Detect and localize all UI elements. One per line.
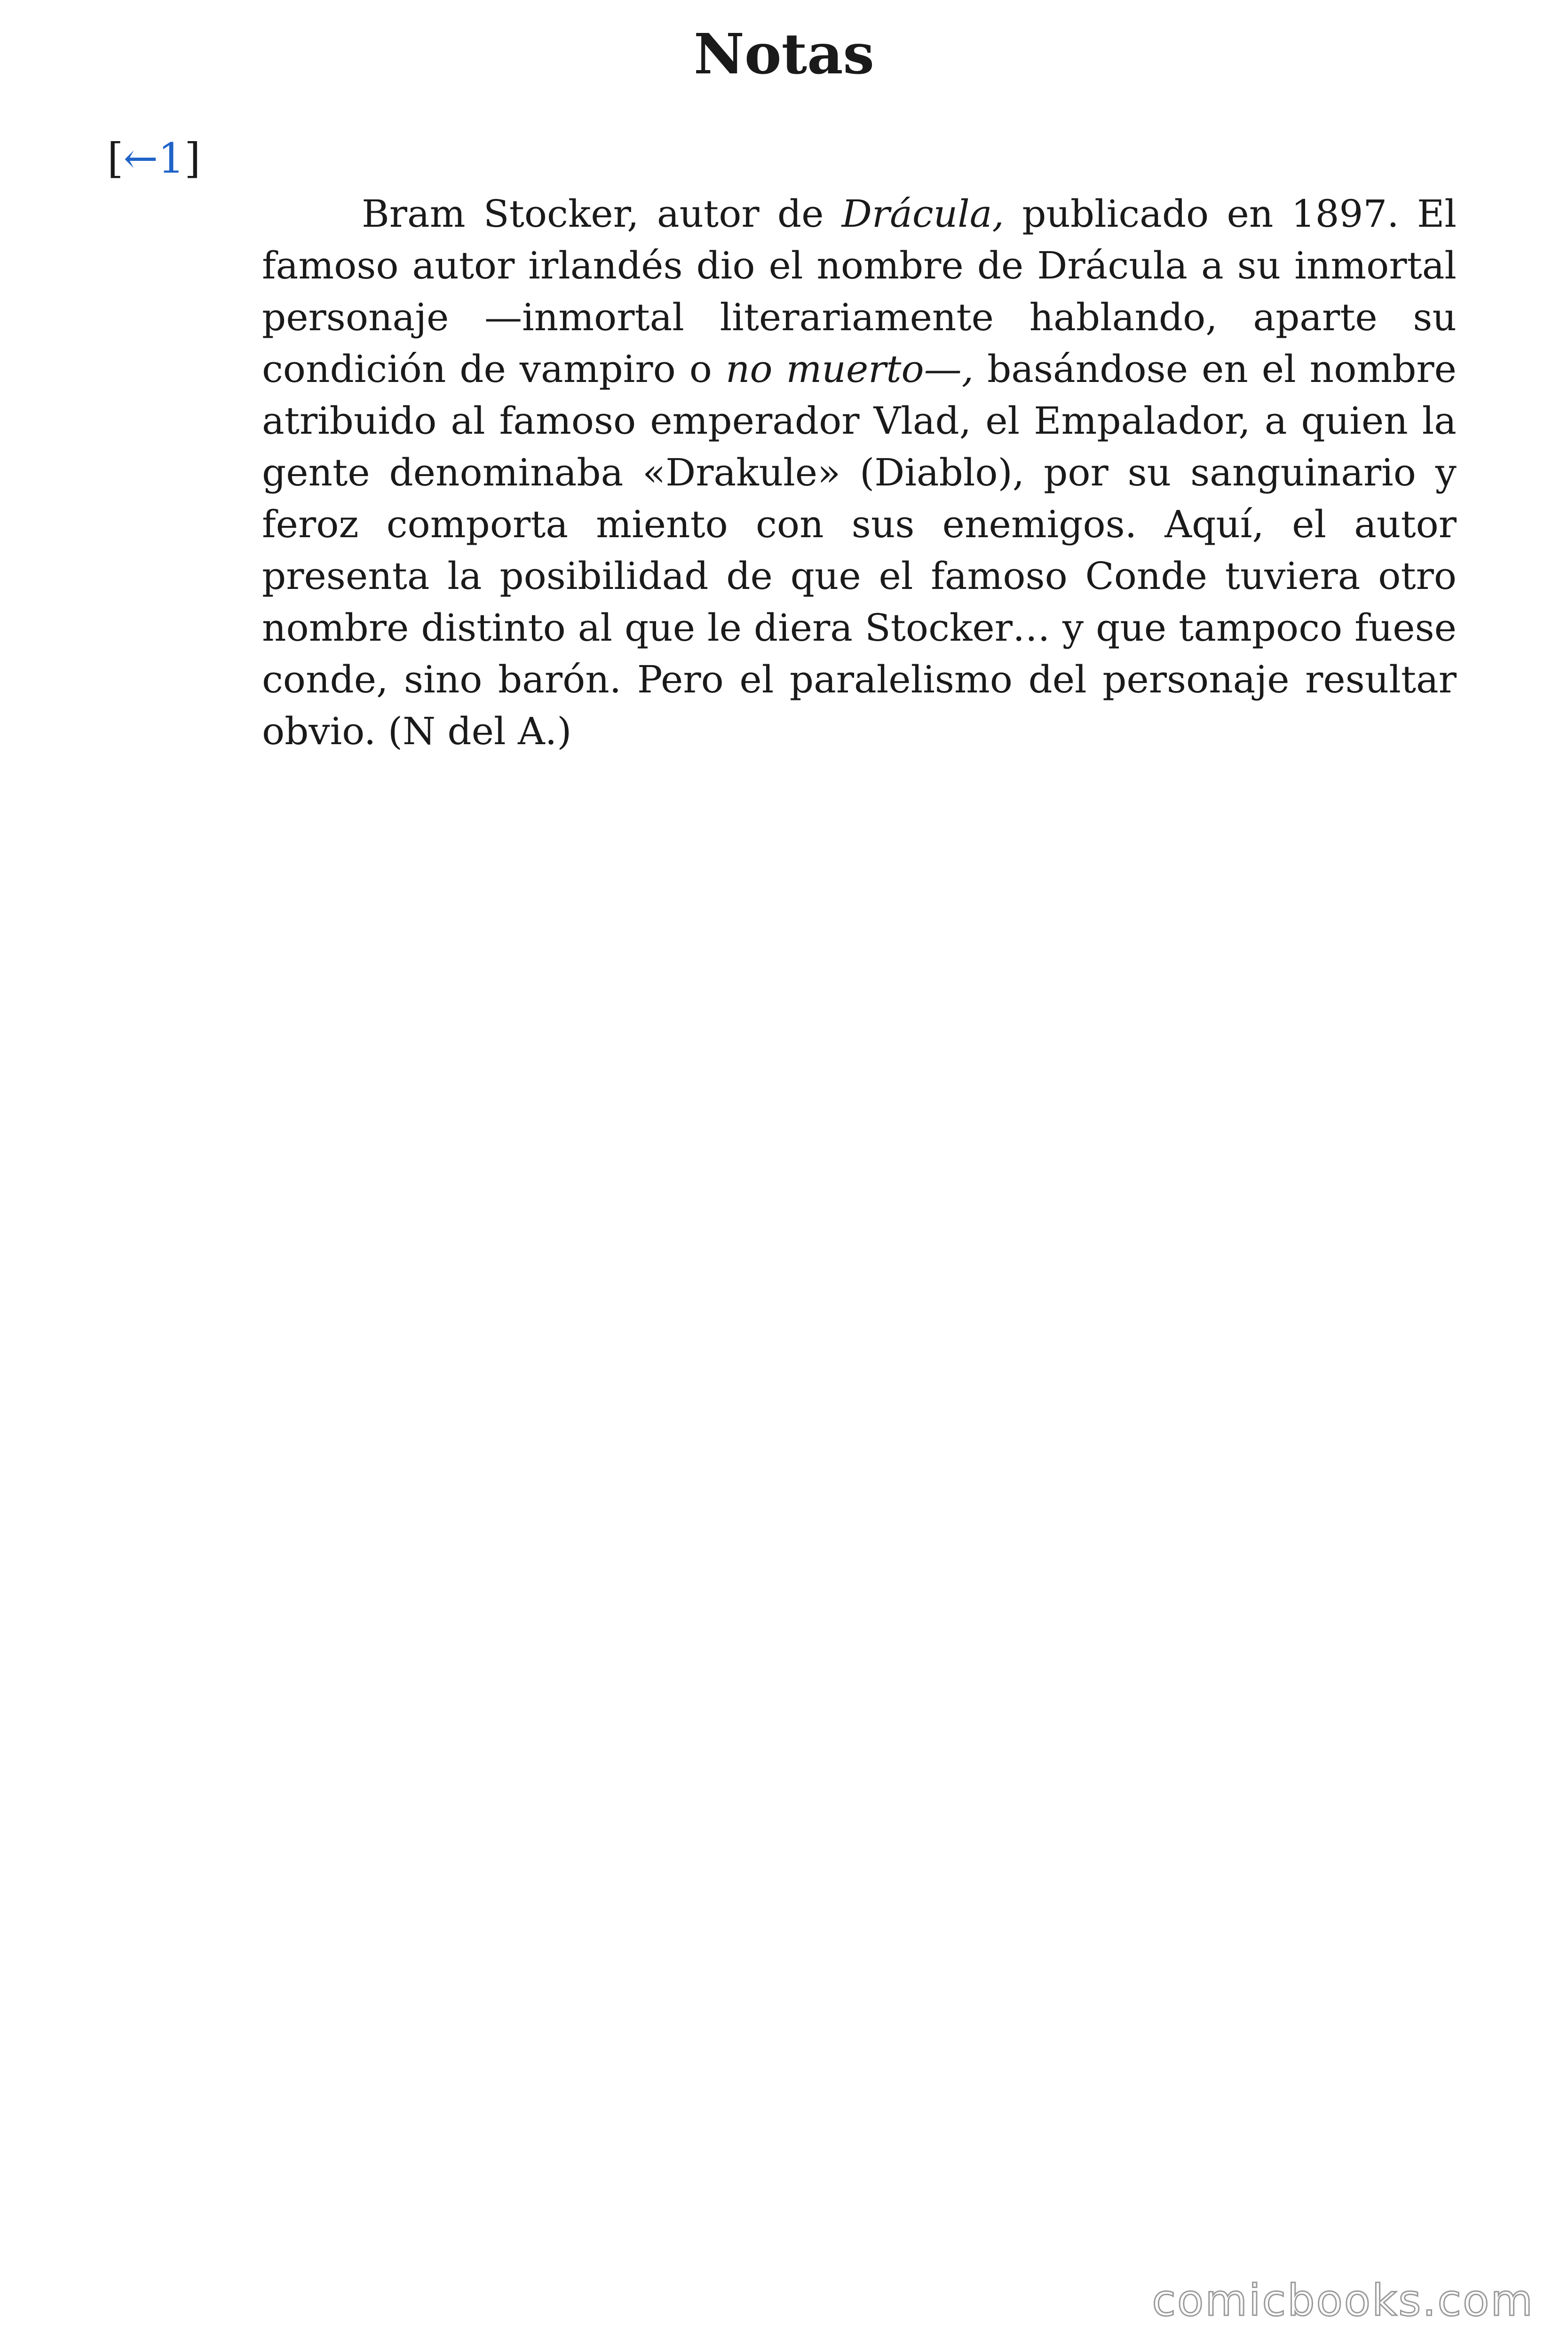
note-text-italic-title: Drácula, (841, 192, 1004, 236)
page-title: Notas (694, 21, 874, 87)
note-text (262, 188, 1457, 757)
note-text-part-2: publicado en 1897. El famoso autor irlandés dio el nombre de Drácula a su inmortal personaje —inmortal literariamente hablando, aparte su condición de vampiro o (262, 192, 1457, 391)
note-ref-close-bracket: ] (184, 134, 201, 183)
note-reference (107, 133, 200, 184)
note-text-part-1: Bram Stocker, autor de (362, 192, 842, 236)
note-text-italic-term: no muerto—, (725, 347, 974, 391)
note-text-part-3: basándose en el nombre atribuido al famoso emperador Vlad, el Empalador, a quien la gente denominaba «Drakule» (Diablo), por su sanguinario y feroz comporta miento con sus enemigos. Aquí, el autor presenta la posibilidad de que el famoso Conde tuviera otro nombre distinto al que le diera Stocker… y que tampoco fuese conde, sino barón. Pero el paralelismo del personaje resultar obvio. (N del A.) (262, 347, 1457, 753)
note-ref-open-bracket: [ (107, 134, 124, 183)
watermark-logo: comicbooks.com (1152, 2275, 1534, 2326)
note-backlink[interactable]: ←1 (123, 134, 185, 183)
